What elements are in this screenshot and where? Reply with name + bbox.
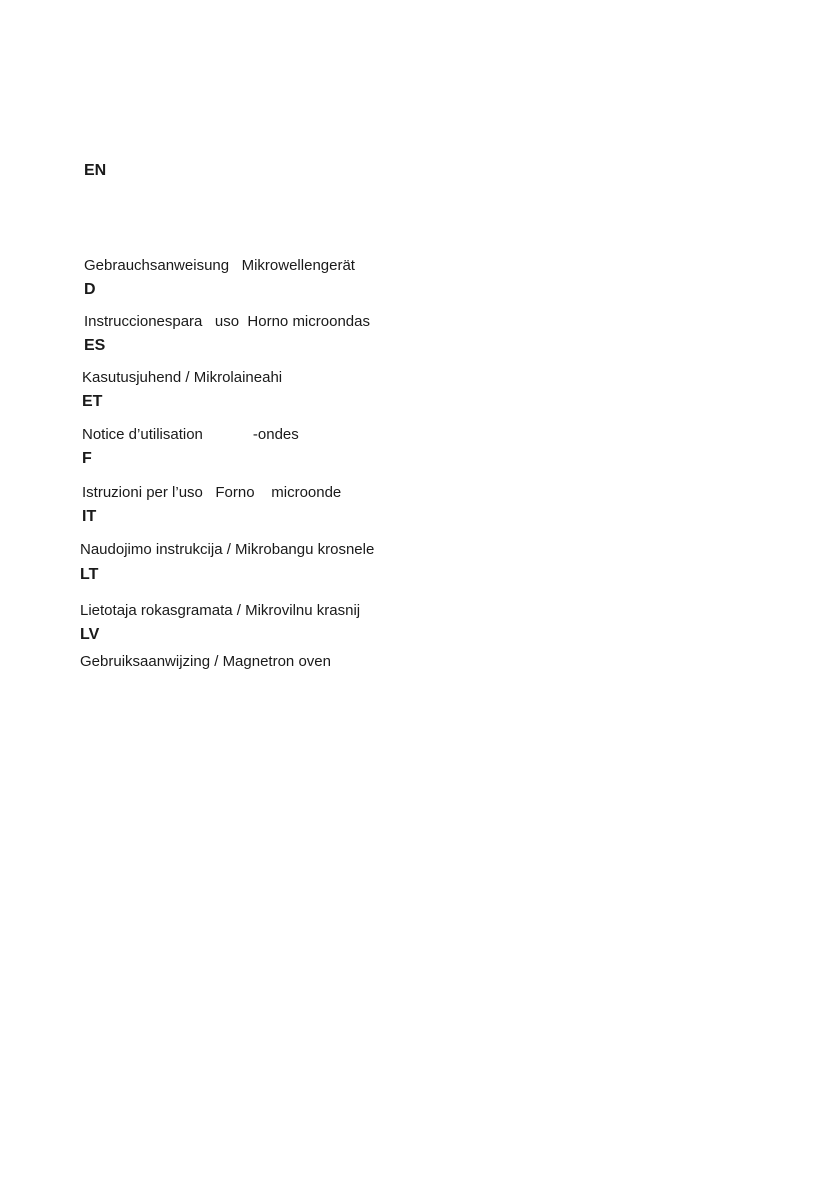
- language-code-lt: LT: [80, 566, 99, 583]
- manual-title-es: Instruccionespara uso Horno microondas: [84, 313, 370, 330]
- language-code-en: EN: [84, 162, 107, 179]
- language-code-d: D: [84, 281, 96, 298]
- manual-title-lv: Lietotaja rokasgramata / Mikrovilnu krasnij: [80, 602, 361, 619]
- language-code-f: F: [82, 450, 92, 467]
- manual-title-f: Notice d’utilisation -ondes: [82, 426, 299, 443]
- manual-title-nl: Gebruiksaanwijzing / Magnetron oven: [80, 653, 331, 670]
- language-code-et: ET: [82, 393, 103, 410]
- manual-title-d: Gebrauchsanweisung Mikrowellengerät: [84, 257, 355, 274]
- manual-title-it: Istruzioni per l’uso Forno microonde: [82, 484, 342, 501]
- language-code-es: ES: [84, 337, 106, 354]
- manual-title-et: Kasutusjuhend / Mikrolaineahi: [82, 369, 283, 386]
- manual-title-lt: Naudojimo instrukcija / Mikrobangu krosnele: [80, 541, 375, 558]
- language-code-lv: LV: [80, 626, 100, 643]
- language-code-it: IT: [82, 508, 97, 525]
